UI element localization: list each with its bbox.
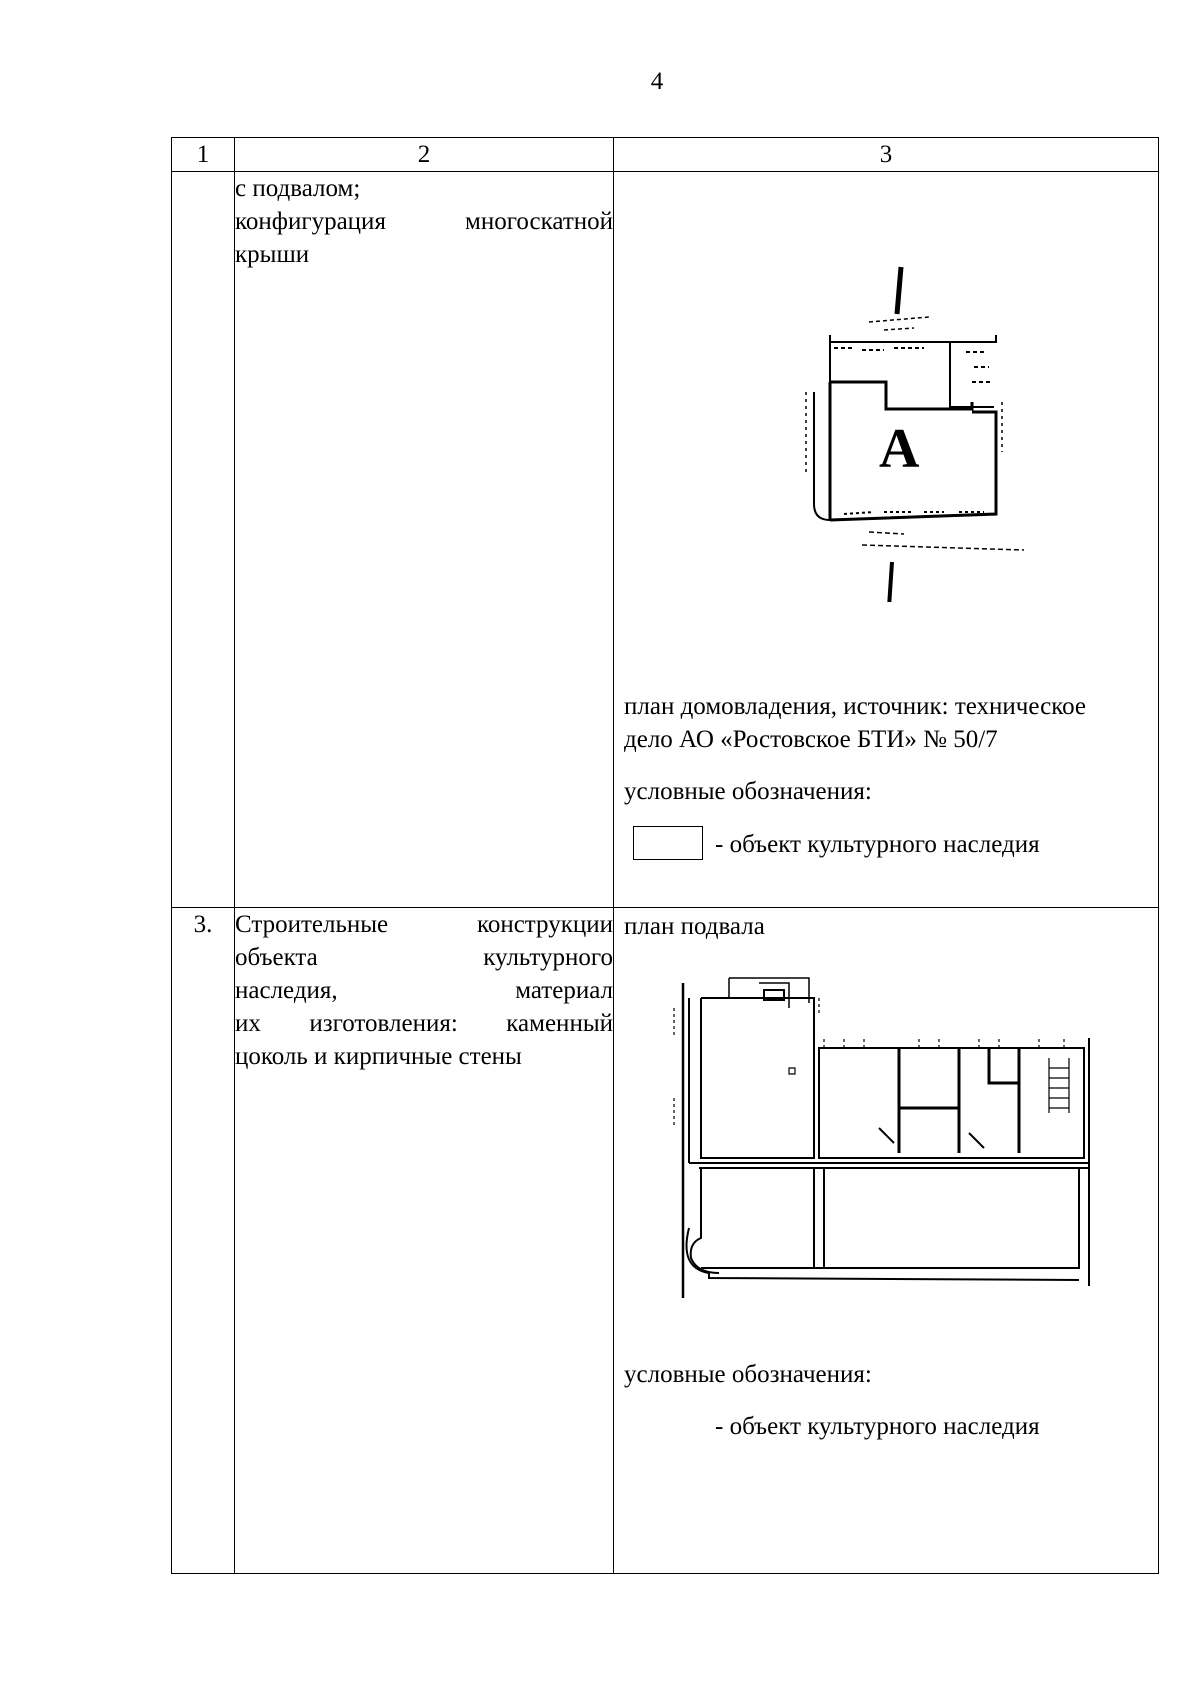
site-plan-drawing bbox=[734, 262, 1094, 602]
legend-item-label: - объект культурного наследия bbox=[715, 831, 1040, 858]
row-description bbox=[235, 908, 614, 1574]
basement-plan-title: план подвала bbox=[624, 913, 765, 940]
caption-line: план домовладения, источник: техническое bbox=[624, 693, 1086, 720]
table-row bbox=[172, 908, 1159, 1574]
description-line: конфигурация многоскатной bbox=[235, 208, 613, 235]
row-number: 3. bbox=[172, 908, 235, 1574]
legend-title: условные обозначения: bbox=[624, 778, 872, 805]
description-line: Строительные конструкции bbox=[235, 911, 613, 938]
row-illustration-cell bbox=[614, 172, 1159, 908]
row-illustration-cell bbox=[614, 908, 1159, 1574]
header-cell-2: 2 bbox=[235, 138, 614, 172]
description-line: их изготовления: каменный bbox=[235, 1010, 613, 1037]
table-row bbox=[172, 172, 1159, 908]
description-line: наследия, материал bbox=[235, 977, 613, 1004]
legend-title: условные обозначения: bbox=[624, 1361, 872, 1388]
legend-swatch bbox=[633, 826, 703, 860]
table-header-row bbox=[172, 138, 1159, 172]
description-line: крыши bbox=[235, 241, 310, 268]
basement-plan-drawing bbox=[669, 968, 1099, 1308]
document-table bbox=[171, 137, 1159, 1574]
description-line: объекта культурного bbox=[235, 944, 613, 971]
header-cell-3: 3 bbox=[614, 138, 1159, 172]
header-cell-1: 1 bbox=[172, 138, 235, 172]
description-line: с подвалом; bbox=[235, 175, 361, 202]
plan-caption bbox=[624, 690, 1086, 756]
row-description bbox=[235, 172, 614, 908]
row-number bbox=[172, 172, 235, 908]
legend-item-label: - объект культурного наследия bbox=[715, 1413, 1040, 1440]
page-number: 4 bbox=[650, 68, 664, 95]
plan-marker-label: А bbox=[879, 418, 920, 480]
description-line: цоколь и кирпичные стены bbox=[235, 1043, 522, 1070]
caption-line: дело АО «Ростовское БТИ» № 50/7 bbox=[624, 726, 998, 753]
